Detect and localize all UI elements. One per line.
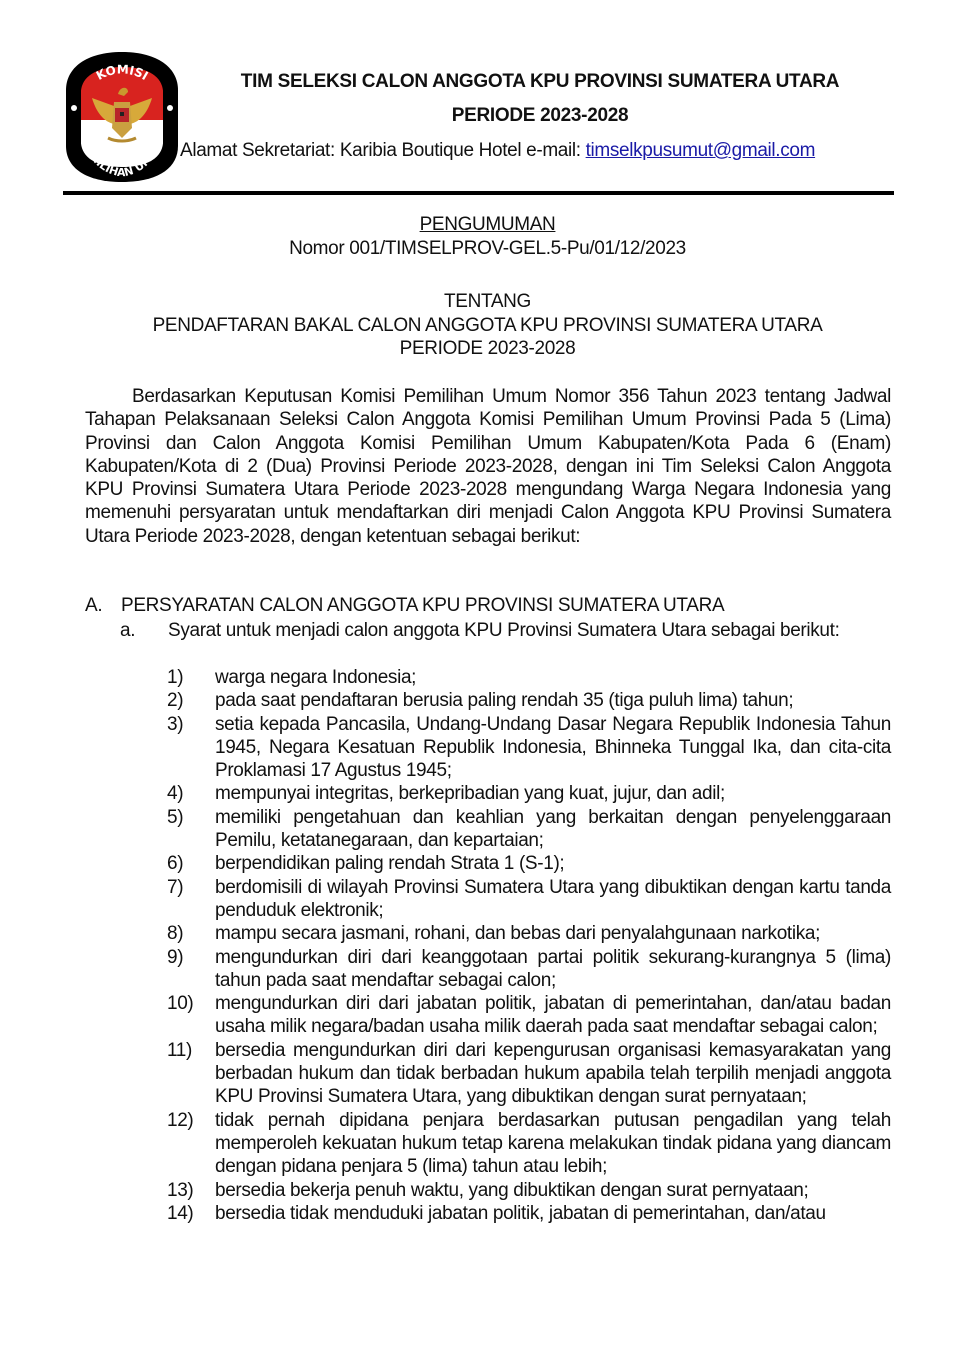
requirement-text: tidak pernah dipidana penjara berdasarkan putusan pengadilan yang telah memperoleh kekuatan hukum tetap karena melakukan tindak pidana yang diancam dengan pidana penjara 5 (lima) tahun atau lebih; (215, 1109, 891, 1178)
requirement-number: 12) (167, 1109, 194, 1131)
kpu-emblem-icon (64, 50, 180, 184)
letterhead-address (180, 140, 815, 162)
section-a-heading (85, 595, 724, 617)
requirement-text: mengundurkan diri dari jabatan politik, jabatan di pemerintahan, dan/atau badan usaha milik negara/badan usaha milik daerah pada saat mendaftar sebagai calon; (215, 993, 891, 1038)
requirement-item (167, 1039, 891, 1109)
requirement-number: 8) (167, 923, 184, 945)
requirement-item (167, 666, 891, 689)
requirement-item (167, 806, 891, 853)
requirement-number: 5) (167, 806, 184, 828)
subsection-a-text: Syarat untuk menjadi calon anggota KPU Provinsi Sumatera Utara sebagai berikut: (168, 620, 840, 641)
letterhead-divider (63, 191, 894, 195)
requirement-text: berdomisili di wilayah Provinsi Sumatera Utara yang dibuktikan dengan kartu tanda penduduk elektronik; (215, 876, 891, 921)
email-link[interactable]: timselkpusumut@gmail.com (585, 140, 816, 161)
requirement-number: 13) (167, 1179, 194, 1201)
requirement-item (167, 876, 891, 923)
requirements-list (167, 666, 891, 1225)
svg-text:KOMISI: KOMISI (93, 62, 151, 84)
requirement-number: 14) (167, 1202, 194, 1224)
requirement-number: 10) (167, 993, 194, 1015)
requirement-text: pada saat pendaftaran berusia paling rendah 35 (tiga puluh lima) tahun; (215, 690, 794, 712)
requirement-text: mengundurkan diri dari keanggotaan partai politik sekurang-kurangnya 5 (lima) tahun pada saat mendaftar sebagai calon; (215, 946, 891, 991)
subsection-a-label: a. (120, 620, 136, 641)
requirement-item (167, 713, 891, 783)
requirement-number: 7) (167, 876, 184, 898)
heading-text: PENGUMUMAN (419, 214, 556, 235)
requirement-text: mampu secara jasmani, rohani, dan bebas dari penyalahgunaan narkotika; (215, 923, 821, 945)
requirement-number: 4) (167, 783, 184, 805)
requirement-text: bersedia bekerja penuh waktu, yang dibuktikan dengan surat pernyataan; (215, 1179, 809, 1201)
requirement-text: warga negara Indonesia; (215, 667, 417, 688)
requirement-item (167, 1179, 891, 1202)
requirement-item (167, 1202, 891, 1225)
requirement-text: bersedia mengundurkan diri dari kepengurusan organisasi kemasyarakatan yang berbadan hukum dan tidak berbadan hukum apabila telah terpilih menjadi anggota KPU Provinsi Sumatera Utara, yang dibuktikan dengan surat pernyataan; (215, 1039, 891, 1108)
subsection-a (120, 619, 891, 642)
requirement-text: setia kepada Pancasila, Undang-Undang Dasar Negara Republik Indonesia Tahun 1945, Negara Kesatuan Republik Indonesia, Bhinneka Tunggal Ika, dan cita-cita Proklamasi 17 Agustus 1945; (215, 713, 891, 782)
requirement-number: 6) (167, 853, 184, 875)
address-label: Alamat Sekretariat: Karibia Boutique Hotel e-mail: (180, 140, 586, 161)
svg-text:PEMILIHAN UMUM: PEMILIHAN UMUM (79, 137, 165, 180)
requirement-item (167, 922, 891, 945)
requirement-number: 9) (167, 946, 184, 968)
requirement-item (167, 1109, 891, 1179)
requirement-text: berpendidikan paling rendah Strata 1 (S-1); (215, 853, 565, 875)
requirement-text: bersedia tidak menduduki jabatan politik, jabatan di pemerintahan, dan/atau (215, 1202, 826, 1224)
requirement-item (167, 992, 891, 1039)
announcement-heading (80, 213, 895, 236)
requirement-item (167, 852, 891, 875)
requirement-number: 2) (167, 690, 184, 712)
intro-paragraph: Berdasarkan Keputusan Komisi Pemilihan Umum Nomor 356 Tahun 2023 tentang Jadwal Tahapan Pelaksanaan Seleksi Calon Anggota Komisi Pemilihan Umum Provinsi Pada 5 (Lima) Provinsi dan Calon Anggota Komisi Pemilihan Umum Kabupaten/Kota Pada 6 (Enam) Kabupaten/Kota di 2 (Dua) Provinsi Periode 2023-2028, dengan ini Tim Seleksi Calon Anggota KPU Provinsi Sumatera Utara Periode 2023-2028 mengundang Warga Negara Indonesia yang memenuhi persyaratan untuk mendaftarkan diri menjadi Calon Anggota KPU Provinsi Sumatera Utara Periode 2023-2028, dengan ketentuan sebagai berikut: (85, 386, 891, 547)
requirement-number: 11) (167, 1039, 193, 1061)
announcement-subject: PENDAFTARAN BAKAL CALON ANGGOTA KPU PROVINSI SUMATERA UTARA (152, 315, 823, 336)
requirement-number: 3) (167, 713, 184, 735)
requirement-item (167, 689, 891, 712)
requirement-text: mempunyai integritas, berkepribadian yang kuat, jujur, dan adil; (215, 783, 725, 805)
section-a-title: PERSYARATAN CALON ANGGOTA KPU PROVINSI SUMATERA UTARA (121, 595, 725, 616)
announcement-number: Nomor 001/TIMSELPROV-GEL.5-Pu/01/12/2023 (289, 238, 686, 259)
announcement-period: PERIODE 2023-2028 (399, 338, 576, 359)
requirement-number: 1) (167, 667, 184, 688)
letterhead-title: TIM SELEKSI CALON ANGGOTA KPU PROVINSI SUMATERA UTARA (240, 71, 840, 92)
requirement-item (167, 782, 891, 805)
letterhead-period: PERIODE 2023-2028 (451, 105, 629, 126)
requirement-item (167, 946, 891, 993)
section-a-label: A. (85, 595, 103, 616)
requirement-text: memiliki pengetahuan dan keahlian yang berkaitan dengan penyelenggaraan Pemilu, ketatanegaraan, dan kepartaian; (215, 806, 891, 852)
announcement-about: TENTANG (444, 291, 531, 312)
